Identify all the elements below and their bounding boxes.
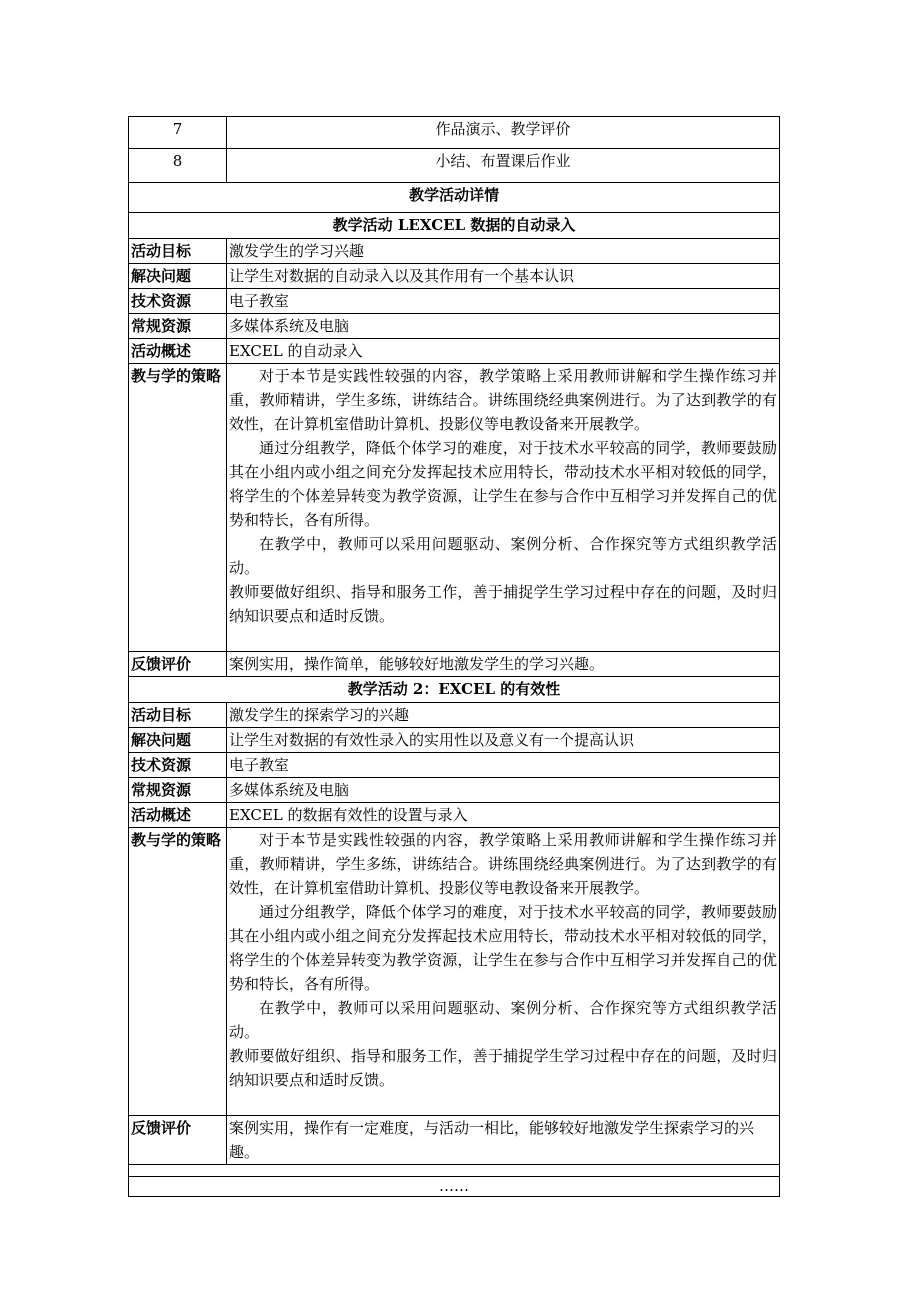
goal-value: 激发学生的学习兴趣	[227, 239, 780, 264]
feedback-value: 案例实用，操作简单，能够较好地激发学生的学习兴趣。	[227, 652, 780, 677]
regular-value: 多媒体系统及电脑	[227, 778, 780, 803]
regular-value: 多媒体系统及电脑	[227, 314, 780, 339]
step-text: 小结、布置课后作业	[227, 149, 780, 183]
problem-value: 让学生对数据的自动录入以及其作用有一个基本认识	[227, 264, 780, 289]
step-number: 8	[129, 149, 227, 183]
problem-label: 解决问题	[129, 264, 227, 289]
goal-value: 激发学生的探索学习的兴趣	[227, 703, 780, 728]
overview-label: 活动概述	[129, 803, 227, 828]
tech-label: 技术资源	[129, 753, 227, 778]
step-text: 作品演示、教学评价	[227, 117, 780, 149]
strategy-paragraph: 在教学中，教师可以采用问题驱动、案例分析、合作探究等方式组织教学活动。	[229, 535, 777, 577]
strategy-paragraph: 对于本节是实践性较强的内容，教学策略上采用教师讲解和学生操作练习并重，教师精讲，学生多练，讲练结合。讲练围绕经典案例进行。为了达到教学的有效性，在计算机室借助计算机、投影仪等电教设备来开展教学。	[229, 831, 777, 897]
strategy-paragraph: 通过分组教学，降低个体学习的难度，对于技术水平较高的同学，教师要鼓励其在小组内或小组之间充分发挥起技术应用特长，带动技术水平相对较低的同学，将学生的个体差异转变为教学资源，让学生在参与合作中互相学习并发挥自己的优势和特长，各有所得。	[229, 903, 777, 993]
goal-label: 活动目标	[129, 703, 227, 728]
step-row	[129, 149, 780, 183]
lesson-plan-table	[128, 116, 780, 1197]
strategy-paragraph: 教师要做好组织、指导和服务工作，善于捕捉学生学习过程中存在的问题，及时归纳知识要点和适时反馈。	[229, 583, 777, 625]
strategy-paragraph: 在教学中，教师可以采用问题驱动、案例分析、合作探究等方式组织教学活动。	[229, 999, 777, 1041]
strategy-text	[227, 364, 780, 652]
feedback-label: 反馈评价	[129, 1116, 227, 1165]
tech-label: 技术资源	[129, 289, 227, 314]
details-title: 教学活动详情	[129, 183, 780, 213]
strategy-text	[227, 828, 780, 1116]
strategy-paragraph: 通过分组教学，降低个体学习的难度，对于技术水平较高的同学，教师要鼓励其在小组内或小组之间充分发挥起技术应用特长，带动技术水平相对较低的同学，将学生的个体差异转变为教学资源，让学生在参与合作中互相学习并发挥自己的优势和特长，各有所得。	[229, 439, 777, 529]
overview-label: 活动概述	[129, 339, 227, 364]
regular-label: 常规资源	[129, 314, 227, 339]
strategy-paragraph: 教师要做好组织、指导和服务工作，善于捕捉学生学习过程中存在的问题，及时归纳知识要点和适时反馈。	[229, 1047, 777, 1089]
strategy-paragraph: 对于本节是实践性较强的内容，教学策略上采用教师讲解和学生操作练习并重，教师精讲，学生多练，讲练结合。讲练围绕经典案例进行。为了达到教学的有效性，在计算机室借助计算机、投影仪等电教设备来开展教学。	[229, 367, 777, 433]
step-number: 7	[129, 117, 227, 149]
tech-value: 电子教室	[227, 753, 780, 778]
problem-label: 解决问题	[129, 728, 227, 753]
step-row	[129, 117, 780, 149]
problem-value: 让学生对数据的有效性录入的实用性以及意义有一个提高认识	[227, 728, 780, 753]
regular-label: 常规资源	[129, 778, 227, 803]
feedback-label: 反馈评价	[129, 652, 227, 677]
spacer-row	[129, 1165, 780, 1177]
feedback-value: 案例实用，操作有一定难度，与活动一相比，能够较好地激发学生探索学习的兴趣。	[227, 1116, 780, 1165]
tech-value: 电子教室	[227, 289, 780, 314]
strategy-label: 教与学的策略	[129, 828, 227, 1116]
activity-title: 教学活动 LEXCEL 数据的自动录入	[129, 213, 780, 239]
ellipsis: ……	[129, 1177, 780, 1197]
activity-title: 教学活动 2：EXCEL 的有效性	[129, 677, 780, 703]
overview-value: EXCEL 的自动录入	[227, 339, 780, 364]
strategy-label: 教与学的策略	[129, 364, 227, 652]
overview-value: EXCEL 的数据有效性的设置与录入	[227, 803, 780, 828]
goal-label: 活动目标	[129, 239, 227, 264]
